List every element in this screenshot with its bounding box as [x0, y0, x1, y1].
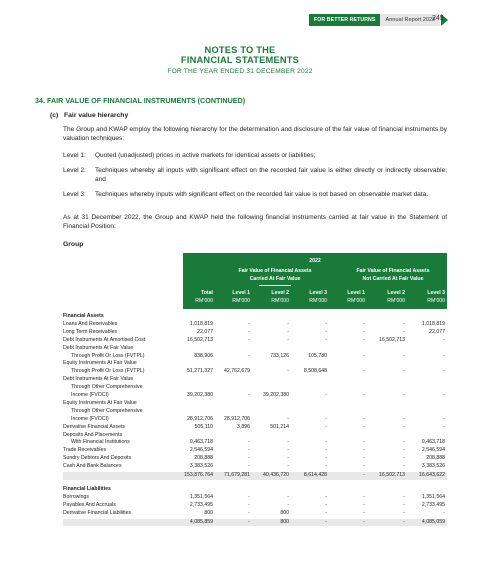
table-cell: - — [403, 493, 405, 500]
table-cell: - — [443, 509, 445, 516]
table-row — [63, 392, 447, 400]
table-cell: - — [248, 455, 250, 462]
header-unit: RM'000 — [309, 298, 327, 304]
row-label: Payables And Accruals — [63, 501, 116, 508]
header-year: 2022 — [309, 258, 321, 264]
table-cell: - — [325, 455, 327, 462]
header-col-level-2: Level 2 — [387, 290, 405, 296]
table-cell: 4,085,059 — [421, 518, 445, 525]
table-cell: 22,077 — [197, 328, 213, 335]
level-text: Techniques whereby all inputs with significant effect on the recorded fair value is either directly or indirectly observable; and — [95, 167, 447, 183]
header-group-not-carried: Fair Value of Financial Assets — [356, 268, 430, 274]
table-cell: - — [363, 493, 365, 500]
table-cell: - — [287, 463, 289, 470]
table-cell: 1,351,564 — [421, 493, 445, 500]
table-cell: - — [363, 509, 365, 516]
table-cell: - — [325, 518, 327, 525]
page-subtitle: FOR THE YEAR ENDED 31 DECEMBER 2022 — [167, 68, 313, 75]
header-unit: RM'000 — [347, 298, 365, 304]
table-cell: 3,383,526 — [421, 463, 445, 470]
table-cell: - — [363, 455, 365, 462]
table-cell: 2,546,594 — [189, 447, 213, 454]
section-title: 34. FAIR VALUE OF FINANCIAL INSTRUMENTS (CONTINUED) — [35, 96, 246, 105]
table-row — [63, 329, 447, 337]
row-label: Deposits And Placements — [63, 431, 123, 438]
table-cell: - — [248, 352, 250, 359]
table-cell: - — [403, 439, 405, 446]
table-cell: - — [287, 447, 289, 454]
table-cell: - — [325, 447, 327, 454]
table-cell: - — [443, 423, 445, 430]
table-row — [63, 439, 447, 447]
header-unit: RM'000 — [387, 298, 405, 304]
table-cell: - — [403, 463, 405, 470]
table-cell: - — [443, 336, 445, 343]
table-cell: - — [248, 392, 250, 398]
table-row — [63, 337, 447, 345]
table-row — [63, 447, 447, 455]
table-cell: - — [403, 501, 405, 508]
table-cell: - — [325, 439, 327, 446]
row-label: Long Term Receivables — [63, 328, 118, 335]
table-cell: - — [248, 518, 250, 525]
table-cell: 800 — [280, 509, 289, 516]
row-label: Income (FVOCI) — [71, 415, 109, 422]
table-cell: 16,643,622 — [419, 472, 445, 478]
table-cell: - — [248, 439, 250, 446]
table-row — [63, 416, 447, 424]
table-cell: - — [403, 392, 405, 398]
table-cell: 9,463,718 — [421, 439, 445, 446]
table-cell: 800 — [204, 509, 213, 516]
table-row — [63, 432, 447, 440]
table-cell: 2,733,495 — [189, 501, 213, 508]
table-cell: - — [248, 328, 250, 335]
table-row — [63, 353, 447, 361]
level-key: Level 2: — [63, 167, 86, 174]
table-cell: - — [363, 368, 365, 375]
page-title-line-2: FINANCIAL STATEMENTS — [180, 55, 300, 65]
header-group-carried-sub: Carried At Fair Value — [249, 276, 301, 282]
header-col-level-2: Level 2 — [271, 290, 289, 296]
level-key: Level 3: — [63, 191, 86, 198]
group-label: Group — [63, 241, 84, 248]
row-label: Cash And Bank Balances — [63, 463, 122, 470]
header-col-level-1: Level 1 — [347, 290, 365, 296]
table-cell: - — [325, 509, 327, 516]
row-label: Financial Liabilities — [63, 485, 111, 492]
table-cell: - — [443, 352, 445, 359]
level-text: Techniques whereby inputs with significant effect on the recorded fair value is not based on observable market data. — [95, 191, 429, 198]
table-cell: - — [403, 423, 405, 430]
header-col-total: Total — [200, 290, 213, 296]
intro-paragraph: The Group and KWAP employ the following hierarchy for the determination and disclosure of the fair value of financial instruments by valuation techniques: — [63, 126, 447, 142]
section-heading-row — [63, 486, 447, 494]
table-cell: - — [325, 501, 327, 508]
row-label: Sundry Debtors And Deposits — [63, 455, 132, 462]
row-label: Debt Instruments At Fair Value — [63, 376, 134, 383]
table-cell: - — [325, 392, 327, 398]
table-cell: 153,876,764 — [184, 472, 213, 478]
table-cell: 208,888 — [426, 455, 445, 462]
table-cell: - — [403, 320, 405, 327]
table-cell: 71,679,281 — [224, 472, 250, 478]
table-cell: 8,614,428 — [303, 472, 327, 478]
table-cell: - — [403, 509, 405, 516]
row-label: Equity Instruments At Fair Value — [63, 399, 137, 406]
table-row — [63, 400, 447, 408]
table-cell: 838,906 — [194, 352, 213, 359]
table-cell: - — [403, 328, 405, 335]
table-cell: 42,762,679 — [224, 368, 250, 375]
table-cell: 8,508,648 — [303, 368, 327, 375]
table-cell: 3,896 — [237, 423, 250, 430]
table-cell: - — [403, 352, 405, 359]
table-cell: - — [403, 447, 405, 454]
level-3-definition — [63, 191, 447, 200]
table-cell: 28,912,706 — [224, 415, 250, 422]
table-cell: - — [363, 501, 365, 508]
table-cell: - — [363, 518, 365, 525]
table-cell: 800 — [280, 518, 289, 525]
header-unit: RM'000 — [195, 298, 213, 304]
row-label: Equity Instruments At Fair Value — [63, 360, 137, 367]
table-cell: 1,351,564 — [189, 493, 213, 500]
table-cell: 22,077 — [429, 328, 445, 335]
table-cell: - — [248, 501, 250, 508]
report-tagline: FOR BETTER RETURNS — [309, 14, 380, 26]
page-title-line-1: NOTES TO THE — [204, 45, 276, 55]
table-row — [63, 510, 447, 518]
table-cell: - — [287, 493, 289, 500]
table-cell: - — [287, 439, 289, 446]
table-row — [63, 463, 447, 471]
table-cell: - — [325, 336, 327, 343]
table-cell: - — [248, 320, 250, 327]
table-cell: - — [248, 447, 250, 454]
table-cell: 4,085,859 — [189, 518, 213, 525]
row-label: Debt Instruments At Fair Value — [63, 344, 134, 351]
table-cell: - — [363, 392, 365, 398]
table-cell: - — [325, 463, 327, 470]
row-label: Through Other Comprehensive — [71, 384, 143, 391]
table-cell: 105,780 — [308, 352, 327, 359]
table-cell: - — [443, 368, 445, 375]
fair-value-table — [63, 253, 447, 569]
row-label: Through Profit Or Loss (FVTPL) — [71, 368, 145, 375]
table-row — [63, 345, 447, 353]
table-cell: 39,202,380 — [187, 392, 213, 398]
table-cell: 28,912,706 — [187, 415, 213, 422]
header-col-level-1: Level 1 — [232, 290, 250, 296]
level-key: Level 1: — [63, 152, 86, 159]
table-cell: - — [363, 423, 365, 430]
table-cell: - — [363, 320, 365, 327]
table-cell: - — [363, 472, 365, 478]
table-cell: - — [325, 328, 327, 335]
table-row — [63, 424, 447, 432]
header-group-carried: Fair Value of Financial Assets — [238, 268, 312, 274]
table-row — [63, 502, 447, 510]
table-cell: - — [363, 415, 365, 422]
level-1-definition — [63, 152, 447, 161]
table-cell: - — [287, 320, 289, 327]
level-2-definition — [63, 167, 447, 184]
table-cell: - — [248, 509, 250, 516]
table-cell: - — [443, 415, 445, 422]
table-cell: - — [287, 415, 289, 422]
table-cell: - — [248, 493, 250, 500]
table-cell: 39,202,380 — [263, 392, 289, 398]
closing-paragraph: As at 31 December 2022, the Group and KWAP held the following financial instruments carried at fair value in the Statement of Financial Position: — [63, 214, 447, 230]
table-cell: - — [363, 336, 365, 343]
table-cell: - — [363, 447, 365, 454]
table-cell: - — [403, 455, 405, 462]
table-cell: 208,888 — [194, 455, 213, 462]
row-label: Through Profit Or Loss (FVTPL) — [71, 352, 145, 359]
table-cell: - — [248, 463, 250, 470]
table-cell: - — [325, 320, 327, 327]
subtotal-row — [63, 472, 447, 480]
table-cell: - — [325, 493, 327, 500]
table-cell: 1,018,819 — [189, 320, 213, 327]
table-row — [63, 494, 447, 502]
table-cell: 1,018,819 — [421, 320, 445, 327]
table-cell: - — [403, 415, 405, 422]
row-label: With Financial Institutions — [71, 439, 130, 446]
table-cell: 16,502,713 — [379, 472, 405, 478]
table-cell: - — [325, 415, 327, 422]
row-label: Derivative Financial Liabilities — [63, 509, 132, 516]
table-cell: - — [248, 336, 250, 343]
header-unit: RM'000 — [427, 298, 445, 304]
table-cell: - — [363, 463, 365, 470]
table-row — [63, 408, 447, 416]
subsection-label: (c) — [50, 112, 59, 119]
table-cell: 505,110 — [194, 423, 213, 430]
table-cell: 2,733,495 — [421, 501, 445, 508]
table-cell: - — [287, 368, 289, 375]
table-cell: 733,126 — [270, 352, 289, 359]
table-cell: - — [287, 336, 289, 343]
table-cell: - — [363, 328, 365, 335]
page-title — [0, 45, 480, 65]
row-label: Borrowings — [63, 493, 89, 500]
row-label: Income (FVOCI) — [71, 392, 109, 398]
subsection-heading: Fair value hierarchy — [64, 112, 129, 119]
subtotal-row — [63, 519, 447, 527]
row-label: Derivative Financial Assets — [63, 423, 125, 430]
table-cell: - — [325, 423, 327, 430]
table-cell: - — [363, 439, 365, 446]
table-cell: 40,436,720 — [263, 472, 289, 478]
row-label: Trade Receivables — [63, 447, 107, 454]
page-number: 245 — [432, 15, 444, 22]
table-cell: - — [287, 328, 289, 335]
table-row — [63, 455, 447, 463]
table-cell: - — [287, 501, 289, 508]
subsection-title — [50, 112, 128, 119]
table-row — [63, 384, 447, 392]
table-cell: 16,502,713 — [187, 336, 213, 343]
table-cell: - — [443, 392, 445, 398]
row-label: Debt Instruments At Amortised Cost — [63, 336, 146, 343]
table-cell: - — [403, 518, 405, 525]
level-text: Quoted (unadjusted) prices in active markets for identical assets or liabilities; — [95, 152, 316, 159]
table-cell: 51,271,327 — [187, 368, 213, 375]
table-row — [63, 376, 447, 384]
table-cell: - — [287, 455, 289, 462]
header-unit: RM'000 — [232, 298, 250, 304]
row-label: Through Other Comprehensive — [71, 407, 143, 414]
table-row — [63, 321, 447, 329]
table-cell: 3,383,526 — [189, 463, 213, 470]
header-col-level-3: Level 3 — [309, 290, 327, 296]
table-cell: 501,214 — [270, 423, 289, 430]
table-cell: - — [363, 352, 365, 359]
table-cell: 2,546,594 — [421, 447, 445, 454]
report-name: Annual Report 2022 — [380, 14, 440, 26]
table-row — [63, 368, 447, 376]
row-label: Financial Assets — [63, 313, 104, 319]
row-label: Loans And Receivables — [63, 320, 118, 327]
header-underline — [259, 285, 291, 286]
table-cell: 16,502,713 — [379, 336, 405, 343]
header-group-not-carried-sub: Not Carried At Fair Value — [362, 276, 424, 282]
header-unit: RM'000 — [271, 298, 289, 304]
table-cell: 9,463,718 — [189, 439, 213, 446]
table-cell: - — [403, 368, 405, 375]
table-row — [63, 360, 447, 368]
top-bar — [309, 14, 448, 26]
section-heading-row — [63, 313, 447, 321]
header-col-level-3: Level 3 — [427, 290, 445, 296]
